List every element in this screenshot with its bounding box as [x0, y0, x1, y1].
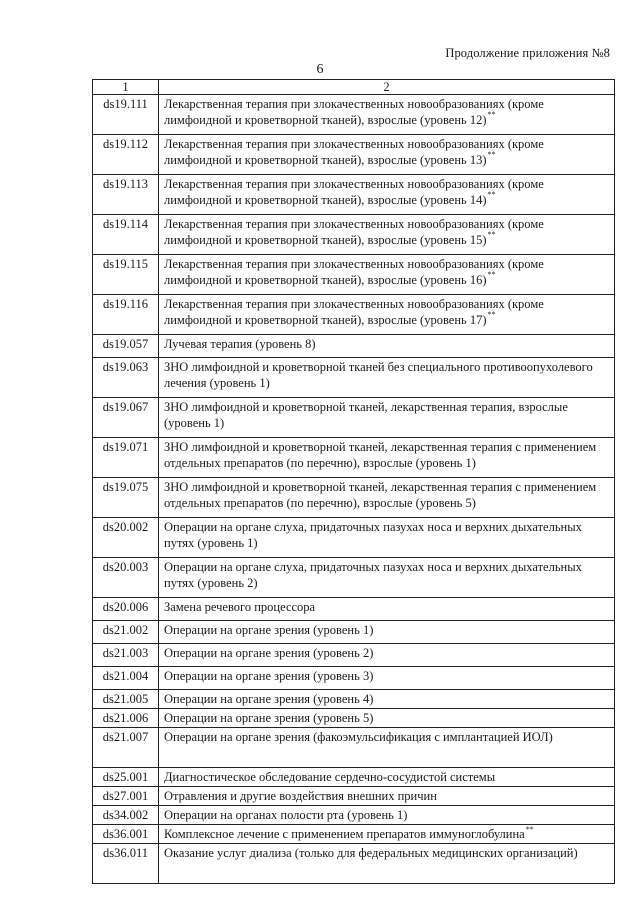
- row-description-text: Операции на органе зрения (уровень 4): [164, 692, 374, 706]
- row-description: [159, 295, 615, 335]
- row-description: [159, 644, 615, 667]
- row-code: ds20.003: [93, 558, 159, 598]
- table-row: [93, 768, 615, 787]
- table-body: [93, 95, 615, 884]
- row-description-text: Лекарственная терапия при злокачественных новообразованиях (кроме лимфоидной и кроветворной тканей), взрослые (уровень 17): [164, 297, 544, 327]
- row-code: ds19.113: [93, 175, 159, 215]
- row-description-text: Лучевая терапия (уровень 8): [164, 337, 316, 351]
- row-code: ds21.005: [93, 690, 159, 709]
- row-code: ds36.011: [93, 844, 159, 884]
- row-description-text: ЗНО лимфоидной и кроветворной тканей без специального противоопухолевого лечения (уровень 1): [164, 360, 593, 390]
- row-description-text: Операции на органе слуха, придаточных пазухах носа и верхних дыхательных путях (уровень 1): [164, 520, 582, 550]
- row-code: ds19.063: [93, 358, 159, 398]
- row-code: ds19.116: [93, 295, 159, 335]
- row-description: [159, 690, 615, 709]
- table-row: [93, 825, 615, 844]
- row-code: ds19.067: [93, 398, 159, 438]
- row-code: ds19.112: [93, 135, 159, 175]
- row-description: [159, 215, 615, 255]
- table-row: [93, 478, 615, 518]
- table-row: [93, 690, 615, 709]
- row-description: [159, 825, 615, 844]
- row-description-text: Отравления и другие воздействия внешних причин: [164, 789, 437, 803]
- row-description: [159, 358, 615, 398]
- row-description-text: Лекарственная терапия при злокачественных новообразованиях (кроме лимфоидной и кроветворной тканей), взрослые (уровень 14): [164, 177, 544, 207]
- table-row: [93, 518, 615, 558]
- tariff-codes-table: [92, 79, 615, 884]
- row-code: ds36.001: [93, 825, 159, 844]
- footnote-mark: **: [487, 150, 496, 160]
- table-row: [93, 95, 615, 135]
- table-row: [93, 598, 615, 621]
- row-description: [159, 478, 615, 518]
- row-description-text: Операции на органе зрения (факоэмульсификация с имплантацией ИОЛ): [164, 730, 553, 744]
- row-code: ds21.002: [93, 621, 159, 644]
- row-description: [159, 768, 615, 787]
- table-row: [93, 667, 615, 690]
- row-code: ds19.114: [93, 215, 159, 255]
- row-description: [159, 709, 615, 728]
- table-row: [93, 358, 615, 398]
- row-code: ds21.004: [93, 667, 159, 690]
- table-row: [93, 295, 615, 335]
- table-row: [93, 438, 615, 478]
- table-row: [93, 787, 615, 806]
- row-description-text: Лекарственная терапия при злокачественных новообразованиях (кроме лимфоидной и кроветворной тканей), взрослые (уровень 12): [164, 97, 544, 127]
- footnote-mark: **: [525, 824, 534, 834]
- footnote-mark: **: [487, 190, 496, 200]
- row-description: [159, 806, 615, 825]
- row-description: [159, 598, 615, 621]
- row-code: ds21.007: [93, 728, 159, 768]
- row-description-text: Операции на органе зрения (уровень 3): [164, 669, 374, 683]
- row-description-text: ЗНО лимфоидной и кроветворной тканей, лекарственная терапия с применением отдельных препаратов (по перечню), взрослые (уровень 5): [164, 480, 597, 510]
- table-row: [93, 255, 615, 295]
- table-row: [93, 175, 615, 215]
- row-code: ds19.075: [93, 478, 159, 518]
- row-description-text: Операции на органе зрения (уровень 2): [164, 646, 374, 660]
- table-row: [93, 728, 615, 768]
- table-row: [93, 335, 615, 358]
- table-row: [93, 709, 615, 728]
- table-row: [93, 558, 615, 598]
- row-code: ds27.001: [93, 787, 159, 806]
- row-code: ds20.002: [93, 518, 159, 558]
- row-description-text: Замена речевого процессора: [164, 600, 316, 614]
- row-description-text: Операции на органе слуха, придаточных пазухах носа и верхних дыхательных путях (уровень 2): [164, 560, 582, 590]
- row-description-text: Лекарственная терапия при злокачественных новообразованиях (кроме лимфоидной и кроветворной тканей), взрослые (уровень 13): [164, 137, 544, 167]
- row-description: [159, 787, 615, 806]
- footnote-mark: **: [487, 310, 496, 320]
- row-description: [159, 667, 615, 690]
- table-row: [93, 135, 615, 175]
- row-description: [159, 728, 615, 768]
- row-code: ds19.057: [93, 335, 159, 358]
- row-description-text: Диагностическое обследование сердечно-сосудистой системы: [164, 770, 496, 784]
- row-description-text: Операции на органе зрения (уровень 5): [164, 711, 374, 725]
- row-code: ds21.003: [93, 644, 159, 667]
- appendix-continuation-label: Продолжение приложения №8: [445, 46, 610, 60]
- column-header-1: 1: [93, 80, 159, 95]
- row-code: ds21.006: [93, 709, 159, 728]
- row-description: [159, 518, 615, 558]
- row-description-text: Оказание услуг диализа (только для федеральных медицинских организаций): [164, 846, 578, 860]
- row-description-text: Операции на органах полости рта (уровень 1): [164, 808, 408, 822]
- table-row: [93, 621, 615, 644]
- footnote-mark: **: [487, 110, 496, 120]
- row-code: ds19.071: [93, 438, 159, 478]
- row-description: [159, 844, 615, 884]
- row-description: [159, 335, 615, 358]
- row-description: [159, 438, 615, 478]
- table-row: [93, 844, 615, 884]
- row-description-text: Лекарственная терапия при злокачественных новообразованиях (кроме лимфоидной и кроветворной тканей), взрослые (уровень 15): [164, 217, 544, 247]
- row-description: [159, 621, 615, 644]
- row-description: [159, 558, 615, 598]
- table-header-row: [93, 80, 615, 95]
- footnote-mark: **: [487, 270, 496, 280]
- row-code: ds19.111: [93, 95, 159, 135]
- row-description: [159, 175, 615, 215]
- row-description-text: Комплексное лечение с применением препаратов иммуноглобулина: [164, 827, 525, 841]
- column-header-2: 2: [159, 80, 615, 95]
- row-description: [159, 255, 615, 295]
- row-code: ds19.115: [93, 255, 159, 295]
- row-description-text: ЗНО лимфоидной и кроветворной тканей, лекарственная терапия с применением отдельных препаратов (по перечню), взрослые (уровень 1): [164, 440, 597, 470]
- page-number: 6: [316, 62, 324, 77]
- footnote-mark: **: [487, 230, 496, 240]
- row-code: ds25.001: [93, 768, 159, 787]
- row-description: [159, 95, 615, 135]
- table-row: [93, 398, 615, 438]
- row-description: [159, 398, 615, 438]
- table-row: [93, 644, 615, 667]
- row-code: ds20.006: [93, 598, 159, 621]
- row-description-text: ЗНО лимфоидной и кроветворной тканей, лекарственная терапия, взрослые (уровень 1): [164, 400, 568, 430]
- table-row: [93, 215, 615, 255]
- table-row: [93, 806, 615, 825]
- row-description: [159, 135, 615, 175]
- row-description-text: Операции на органе зрения (уровень 1): [164, 623, 374, 637]
- row-code: ds34.002: [93, 806, 159, 825]
- row-description-text: Лекарственная терапия при злокачественных новообразованиях (кроме лимфоидной и кроветворной тканей), взрослые (уровень 16): [164, 257, 544, 287]
